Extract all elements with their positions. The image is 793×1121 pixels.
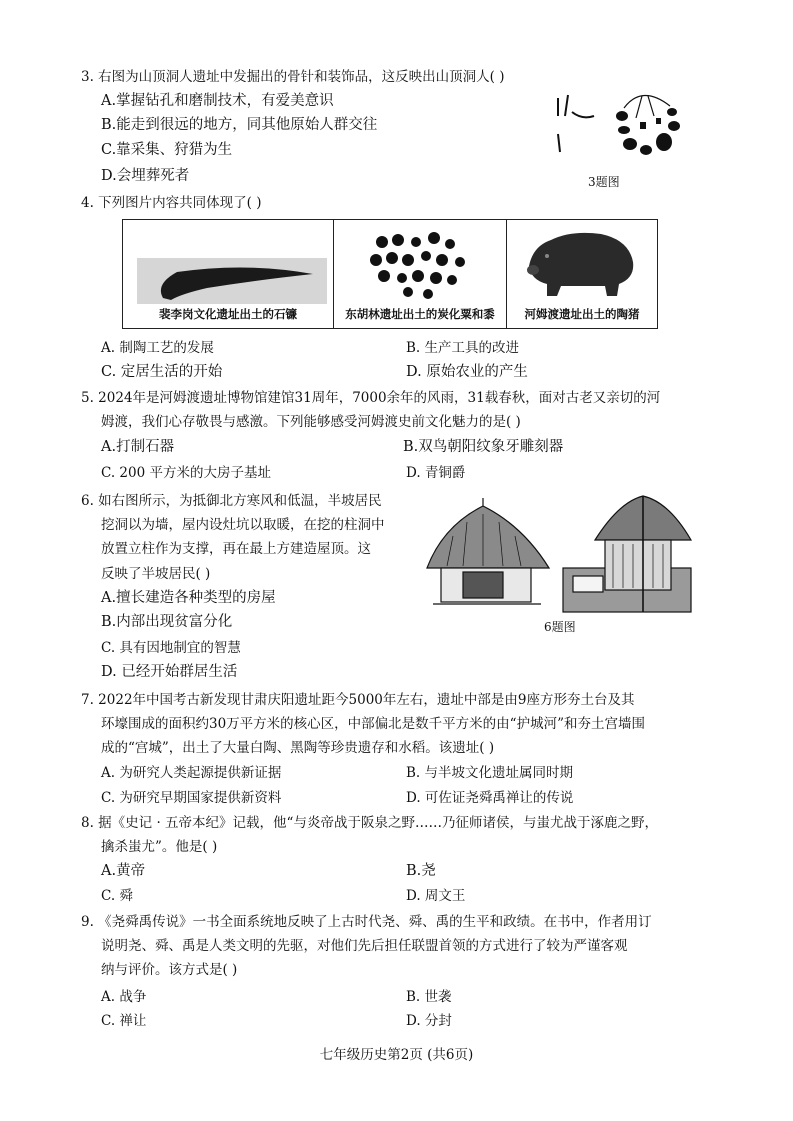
q3-bone-needle-necklace-figure: [552, 90, 692, 162]
stone-sickle-image: [137, 258, 327, 304]
q4-option-d: D. 原始农业的产生: [406, 364, 528, 380]
q6-figure-caption: 6题图: [544, 620, 576, 634]
q4-option-a: A. 制陶工艺的发展: [101, 340, 214, 356]
q4-panel-caption-1: 裴李岗文化遗址出土的石镰: [159, 307, 297, 321]
q4-panel-caption-3: 河姆渡遗址出土的陶猪: [524, 307, 640, 321]
q7-option-b: B. 与半坡文化遗址属同时期: [406, 765, 574, 781]
q3-option-d: D.会埋葬死者: [101, 168, 190, 184]
q4-image-panels: [122, 219, 658, 329]
q6-stem-line4: 反映了半坡居民( ): [101, 566, 211, 582]
q5-option-d: D. 青铜爵: [406, 465, 466, 481]
q5-stem-line1: 5. 2024年是河姆渡遗址博物馆建馆31周年，7000余年的风雨，31载春秋，面对古老又亲切的河: [81, 390, 661, 406]
q8-stem-line1: 8. 据《史记 · 五帝本纪》记载，他“与炎帝战于阪泉之野……乃征师诸侯，与蚩尤战于涿鹿之野，: [81, 815, 658, 831]
q7-option-d: D. 可佐证尧舜禹禅让的传说: [406, 790, 574, 806]
q8-stem-line2: 擒杀蚩尤”。他是( ): [101, 839, 218, 855]
q9-stem-line3: 纳与评价。该方式是( ): [101, 962, 238, 978]
q8-option-d: D. 周文王: [406, 888, 466, 904]
q6-option-d: D. 已经开始群居生活: [101, 664, 238, 680]
q9-option-c: C. 禅让: [101, 1013, 147, 1029]
q9-stem-line1: 9. 《尧舜禹传说》一书全面系统地反映了上古时代尧、舜、禹的生平和政绩。在书中，作者用订: [81, 914, 652, 930]
q6-banpo-house-figure: [423, 496, 693, 614]
q7-stem-line2: 环壕围成的面积约30万平方米的核心区，中部偏北是数千平方米的由“护城河”和夯土宫墙围: [101, 716, 645, 732]
q4-panel-pottery-pig: [507, 220, 657, 328]
q9-option-a: A. 战争: [101, 989, 147, 1005]
q4-panel-carbonized-grain: [334, 220, 507, 328]
q6-option-b: B.内部出现贫富分化: [101, 614, 233, 630]
q7-stem-line1: 7. 2022年中国考古新发现甘肃庆阳遗址距今5000年左右，遗址中部是由9座方形夯土台及其: [81, 692, 635, 708]
q6-option-a: A.擅长建造各种类型的房屋: [101, 590, 276, 606]
q3-option-b: B.能走到很远的地方，同其他原始人群交往: [101, 117, 378, 133]
q6-stem-line2: 挖洞以为墙，屋内设灶坑以取暖，在挖的柱洞中: [101, 517, 385, 533]
q8-option-c: C. 舜: [101, 888, 133, 904]
q5-stem-line2: 姆渡，我们心存敬畏与感激。下列能够感受河姆渡史前文化魅力的是( ): [101, 414, 521, 430]
q9-option-d: D. 分封: [406, 1013, 452, 1029]
q4-stem: 4. 下列图片内容共同体现了( ): [81, 195, 262, 211]
carbonized-grain-image: [368, 230, 468, 300]
q3-option-a: A.掌握钻孔和磨制技术，有爱美意识: [101, 93, 334, 109]
q5-option-b: B.双鸟朝阳纹象牙雕刻器: [403, 439, 564, 455]
pottery-pig-image: [521, 226, 643, 298]
q9-stem-line2: 说明尧、舜、禹是人类文明的先驱，对他们先后担任联盟首领的方式进行了较为严谨客观: [101, 938, 628, 954]
q5-option-a: A.打制石器: [101, 439, 175, 455]
q7-option-c: C. 为研究早期国家提供新资料: [101, 790, 282, 806]
q3-stem: 3. 右图为山顶洞人遗址中发掘出的骨针和装饰品，这反映出山顶洞人( ): [81, 69, 505, 85]
q7-stem-line3: 成的“宫城”，出土了大量白陶、黑陶等珍贵遗存和水稻。该遗址( ): [101, 740, 495, 756]
q6-stem-line3: 放置立柱作为支撑，再在最上方建造屋顶。这: [101, 541, 371, 557]
q6-option-c: C. 具有因地制宜的智慧: [101, 640, 241, 656]
q4-panel-stone-sickle: [123, 220, 334, 328]
q8-option-a: A.黄帝: [101, 863, 146, 879]
q6-stem-line1: 6. 如右图所示，为抵御北方寒风和低温，半坡居民: [81, 493, 382, 509]
q7-option-a: A. 为研究人类起源提供新证据: [101, 765, 282, 781]
q4-panel-caption-2: 东胡林遗址出土的炭化粟和黍: [345, 307, 495, 321]
q8-option-b: B.尧: [406, 863, 436, 879]
q4-option-c: C. 定居生活的开始: [101, 364, 223, 380]
q3-figure-caption: 3题图: [588, 175, 620, 189]
q5-option-c: C. 200 平方米的大房子基址: [101, 465, 271, 481]
q3-option-c: C.靠采集、狩猎为生: [101, 142, 233, 158]
q4-option-b: B. 生产工具的改进: [406, 340, 520, 356]
page-footer: 七年级历史第2页 (共6页): [319, 1047, 474, 1063]
q9-option-b: B. 世袭: [406, 989, 452, 1005]
